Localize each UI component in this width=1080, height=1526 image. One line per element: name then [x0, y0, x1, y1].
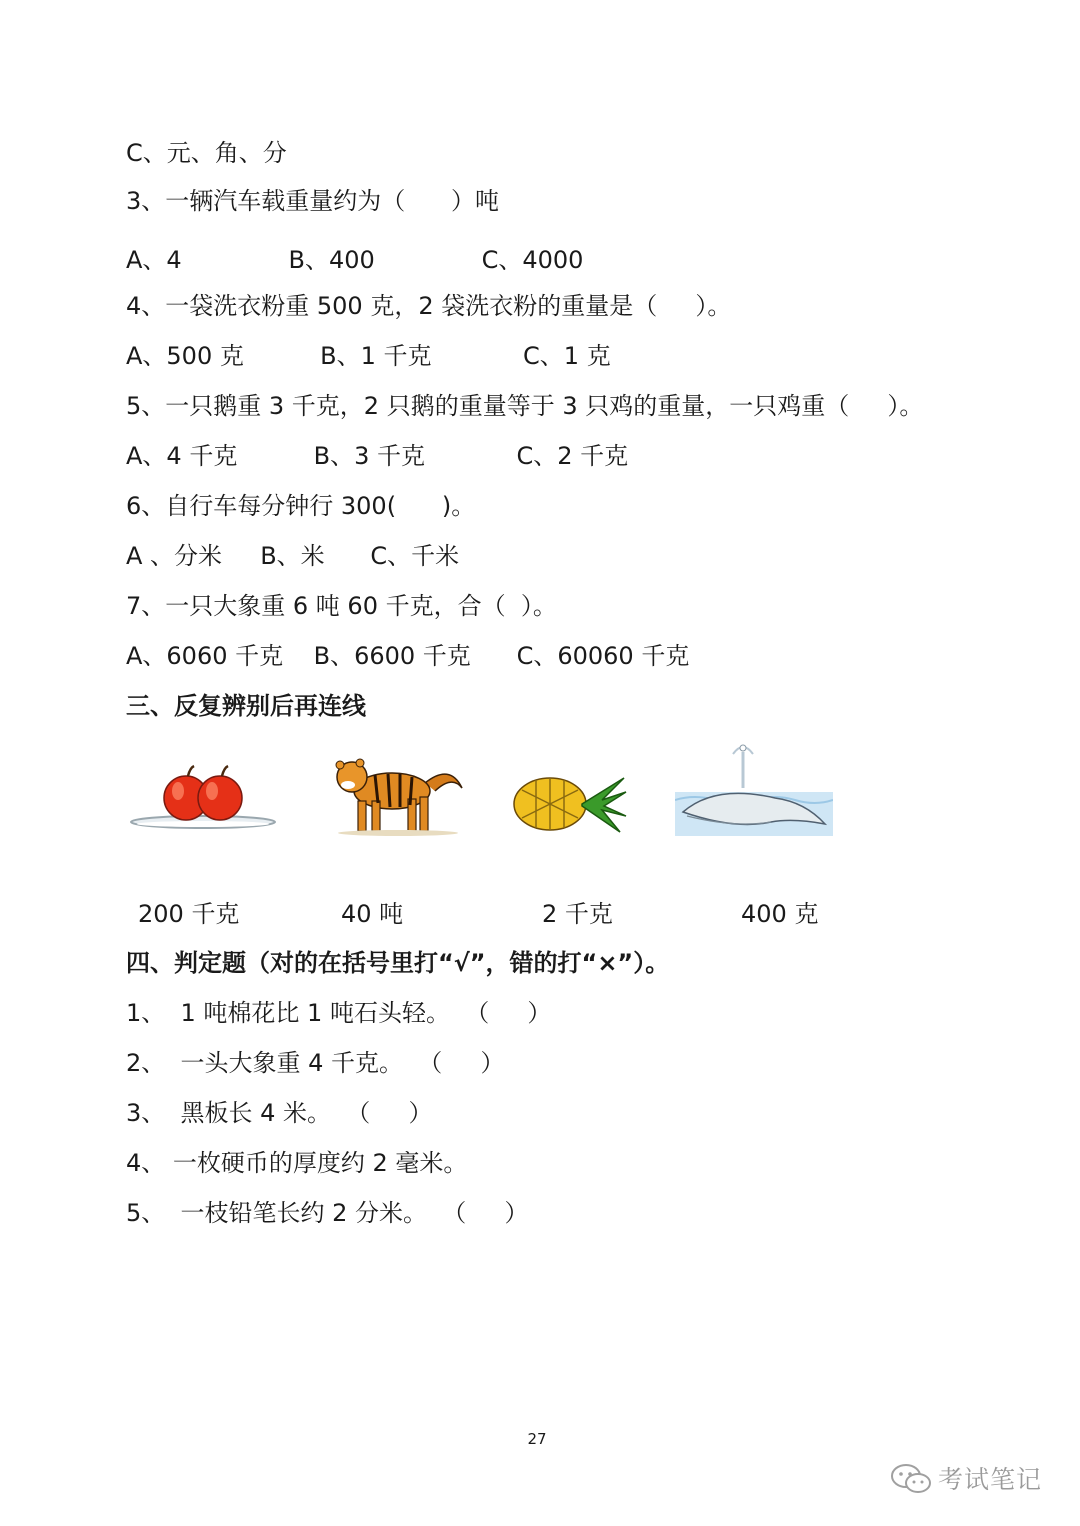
question-7: 7、一只大象重 6 吨 60 千克，合（ ）。	[126, 592, 557, 620]
weight-label-40t: 40 吨	[341, 900, 404, 928]
options-7: A、6060 千克 B、6600 千克 C、60060 千克	[126, 642, 690, 670]
judge-item-3: 3、 黑板长 4 米。 （ ）	[126, 1099, 433, 1127]
weight-label-2kg: 2 千克	[542, 900, 613, 928]
question-4: 4、一袋洗衣粉重 500 克，2 袋洗衣粉的重量是（ ）。	[126, 292, 732, 320]
watermark-text: 考试笔记	[938, 1465, 1043, 1494]
wechat-icon	[890, 1462, 934, 1496]
option-line: C、元、角、分	[126, 139, 287, 167]
whale-picture	[675, 740, 833, 838]
apples-picture	[128, 758, 278, 836]
tiger-picture	[330, 753, 465, 838]
section-3-heading: 三、反复辨别后再连线	[126, 692, 366, 720]
weight-label-200kg: 200 千克	[138, 900, 240, 928]
question-6: 6、自行车每分钟行 300( )。	[126, 492, 476, 520]
pineapple-picture	[512, 770, 627, 838]
weight-label-400g: 400 克	[741, 900, 819, 928]
judge-item-5: 5、 一枝铅笔长约 2 分米。 （ ）	[126, 1199, 529, 1227]
judge-item-2: 2、 一头大象重 4 千克。 （ ）	[126, 1049, 505, 1077]
page-number: 27	[527, 1430, 547, 1448]
section-4-heading: 四、判定题（对的在括号里打“√”，错的打“×”）。	[126, 949, 670, 977]
options-5: A、4 千克 B、3 千克 C、2 千克	[126, 442, 629, 470]
options-4: A、500 克 B、1 千克 C、1 克	[126, 342, 611, 370]
question-3: 3、一辆汽车载重量约为（ ）吨	[126, 187, 500, 215]
judge-item-4: 4、 一枚硬币的厚度约 2 毫米。	[126, 1149, 468, 1177]
judge-item-1: 1、 1 吨棉花比 1 吨石头轻。 （ ）	[126, 999, 552, 1027]
options-6: A 、分米 B、米 C、千米	[126, 542, 460, 570]
options-3: A、4 B、400 C、4000	[126, 246, 584, 274]
question-5: 5、一只鹅重 3 千克，2 只鹅的重量等于 3 只鸡的重量，一只鸡重（ ）。	[126, 392, 924, 420]
